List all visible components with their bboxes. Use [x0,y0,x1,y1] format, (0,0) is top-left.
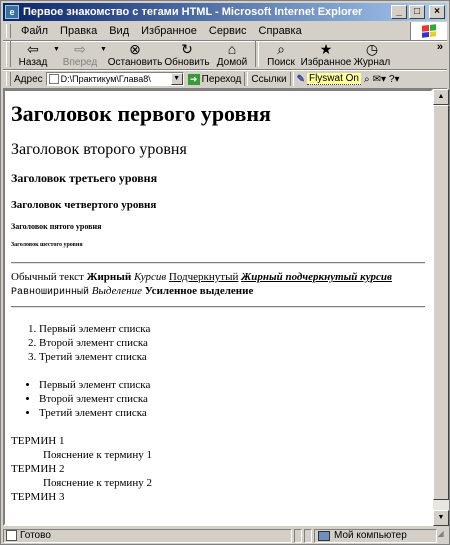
favorites-icon: ★ [319,40,333,57]
menu-view[interactable]: Вид [109,25,130,37]
menu-help[interactable]: Справка [258,25,302,37]
stop-button[interactable]: ⊗ Остановить [107,40,163,68]
scroll-up-button[interactable]: ▲ [433,89,449,105]
horizontal-rule [11,262,425,264]
title-bar[interactable] [3,3,447,21]
page-icon [49,74,59,84]
ordered-list [11,322,425,364]
address-value: D:\Практикум\Глава8\ [60,74,151,84]
list-item: 3. Третий элемент списка [39,350,425,364]
strong-text: Усиленное выделение [144,285,254,297]
page-status-icon [6,530,17,541]
heading-4: Заголовок четвертого уровня [11,199,157,211]
status-zone [314,529,437,543]
search-button[interactable]: ⌕ Поиск [267,40,295,68]
italic-text: Курсив [133,271,167,283]
definition-term: ТЕРМИН 1 [11,435,65,447]
list-item: 1. Первый элемент списка [39,322,425,336]
toolbar-grip[interactable] [6,41,11,67]
monospace-text: Равноширинный [11,287,90,298]
definition-desc: Пояснение к термину 2 [43,477,152,489]
heading-3: Заголовок третьего уровня [11,171,158,185]
unordered-list [11,378,425,420]
maximize-button[interactable]: □ [409,5,425,19]
underline-text: Подчеркнутый [168,271,239,283]
links-separator [290,72,294,86]
status-left [3,529,292,543]
status-text: Готово [20,530,51,541]
home-icon: ⌂ [227,41,237,57]
search-icon: ⌕ [277,40,285,57]
history-icon: ◷ [365,40,379,57]
go-arrow-icon: ➜ [188,74,200,85]
refresh-button[interactable]: ↻ Обновить [164,40,210,68]
heading-6: Заголовок шестого уровня [11,242,83,248]
status-cells [292,529,312,543]
heading-5: Заголовок пятого уровня [11,222,102,231]
heading-1: Заголовок первого уровня [11,101,271,126]
favorites-button[interactable]: ★ Избранное [300,40,352,68]
back-arrow-icon: ⇦ [27,40,39,57]
zone-text: Мой компьютер [334,530,407,541]
ie-icon: e [5,5,19,19]
home-button[interactable]: ⌂ Домой [216,41,248,68]
menu-bar [3,22,447,41]
bold-underline-italic-text: Жирный подчеркнутый курсив [241,271,392,283]
status-cell [294,529,302,543]
magnifier-icon[interactable]: ⌕ [363,73,370,85]
stop-icon: ⊗ [129,40,141,57]
computer-icon [318,531,330,541]
address-separator [244,72,248,86]
list-item: • Первый элемент списка [39,378,425,392]
close-button[interactable]: × [429,5,445,19]
forward-button[interactable]: ⇨ Вперед [62,40,98,68]
windows-flag-icon [422,24,436,37]
normal-text: Обычный текст [11,271,84,283]
definition-term: ТЕРМИН 2 [11,463,65,475]
vertical-scrollbar[interactable] [433,89,449,526]
menu-edit[interactable]: Правка [60,25,98,37]
definition-term: ТЕРМИН 3 [11,491,65,503]
formatting-paragraph-1 [11,270,425,300]
help-icon[interactable]: ?▾ [389,73,400,85]
toolbar-separator [255,41,259,67]
addressbar-grip[interactable] [6,72,11,86]
bold-text: Жирный [86,271,132,283]
forward-dropdown-icon[interactable]: ▼ [100,45,107,53]
address-label: Адрес [14,73,43,85]
address-dropdown-icon[interactable]: ▼ [171,73,183,85]
menubar-grip[interactable] [6,24,11,38]
definition-list [11,434,425,504]
minimize-button[interactable]: _ [391,5,407,19]
menu-tools[interactable]: Сервис [208,25,247,37]
history-button[interactable]: ◷ Журнал [353,40,391,68]
scroll-thumb[interactable] [433,105,449,500]
flyswat-label[interactable]: Flyswat On [308,73,359,84]
page-content [3,89,433,526]
status-cell [304,529,312,543]
horizontal-rule-2 [11,306,425,308]
heading-2: Заголовок второго уровня [11,141,187,158]
scroll-down-button[interactable]: ▼ [433,510,449,526]
address-bar [3,70,447,89]
emphasis-text: Выделение [91,285,143,297]
definition-desc: Пояснение к термину 1 [43,449,152,461]
list-item: 2. Второй элемент списка [39,336,425,350]
html-document [5,91,431,512]
flyswat-icon[interactable]: ✎ [296,73,305,85]
go-button[interactable]: ➜ Переход [188,74,242,85]
links-button[interactable]: Ссылки [251,73,287,85]
address-input[interactable] [46,72,184,86]
back-button[interactable]: ⇦ Назад [18,40,48,68]
windows-logo [410,22,447,40]
list-item: • Второй элемент списка [39,392,425,406]
menu-file[interactable]: Файл [21,25,49,37]
refresh-icon: ↻ [181,40,193,57]
window-title: Первое знакомство с тегами HTML - Microsoft Internet Explorer [23,6,363,18]
toolbar-chevron[interactable]: » [436,41,443,53]
standard-toolbar [3,41,447,70]
mail-icon[interactable]: ✉▾ [372,73,386,85]
forward-arrow-icon: ⇨ [74,40,86,57]
list-item: • Третий элемент списка [39,406,425,420]
resize-grip-icon[interactable]: ◢ [437,528,444,538]
back-dropdown-icon[interactable]: ▼ [53,45,60,53]
status-bar [3,527,449,544]
menu-favorites[interactable]: Избранное [141,25,197,37]
